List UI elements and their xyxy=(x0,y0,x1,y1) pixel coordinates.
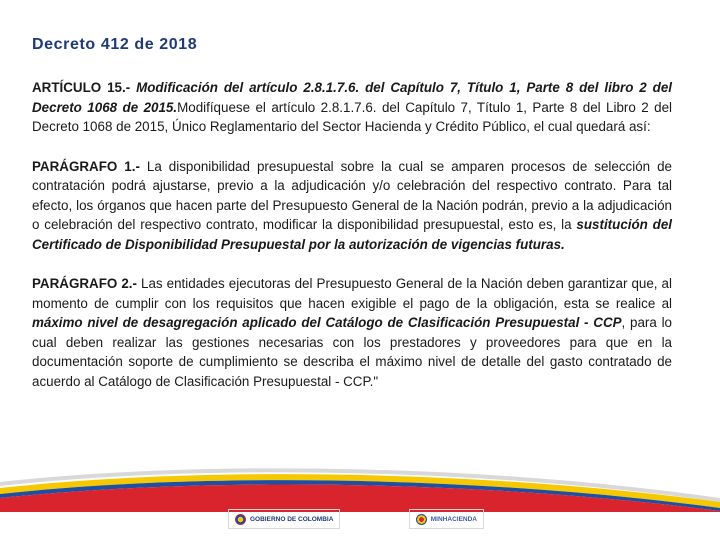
paragrafo-2-text-end: , para lo cual deben realizar las gestiones necesarias con los prestadores y proveedores para que en la documentación soporte de cumplimiento se describa el máximo nivel de detalle del gasto contratado de acuerdo al Catálogo de Clasificación Presupuestal - CCP." xyxy=(32,315,672,389)
minhacienda-logo-text: MINHACIENDA xyxy=(430,515,477,523)
paragrafo-1-label: PARÁGRAFO 1.- xyxy=(32,158,140,174)
footer-stripes xyxy=(0,456,720,512)
paragrafo-2 xyxy=(32,274,672,391)
paragrafo-1 xyxy=(32,157,672,255)
paragrafo-2-text: Las entidades ejecutoras del Presupuesto General de la Nación deben garantizar que, al momento de cumplir con los requisitos que hacen exigible el pago de la obligación, esta se realice al xyxy=(32,276,672,311)
minhacienda-emblem-icon xyxy=(416,514,427,525)
paragrafo-2-label: PARÁGRAFO 2.- xyxy=(32,276,137,291)
page-title: Decreto 412 de 2018 xyxy=(32,36,198,53)
footer-logos xyxy=(228,509,484,529)
paragrafo-2-emphasis: máximo nivel de desagregación aplicado del Catálogo de Clasificación Presupuestal - CCP xyxy=(32,315,622,330)
gobierno-logo xyxy=(228,509,340,529)
article-heading: Modificación del artículo 2.8.1.7.6. del Capítulo 7, Título 1, Parte 8 del libro 2 del Decreto 1068 de 2015. xyxy=(32,80,672,115)
paragrafo-1-text: La disponibilidad presupuestal sobre la cual se amparen procesos de selección de contratación podrá ajustarse, previo a la adjudicación y/o celebración del respectivo contrato. Para tal efecto, los órganos que hacen parte del Presupuesto General de la Nación podrán, previo a la adjudicación o celebración del respectivo contrato, modificar la disponibilidad presupuestal, esto es, la xyxy=(32,158,672,232)
article-body: Modifíquese el artículo 2.8.1.7.6. del Capítulo 7, Título 1, Parte 8 del Libro 2 del Decreto 1068 de 2015, Único Reglamentario del Sector Hacienda y Crédito Público, el cual quedará así: xyxy=(32,99,673,134)
paragrafo-1-emphasis: sustitución del Certificado de Disponibilidad Presupuestal por la autorización de vigencias futuras. xyxy=(32,217,672,252)
document-body xyxy=(32,78,672,411)
article-paragraph xyxy=(32,78,672,137)
coat-of-arms-icon xyxy=(235,514,246,525)
gobierno-logo-text: GOBIERNO DE COLOMBIA xyxy=(250,515,334,523)
article-label: ARTÍCULO 15.- xyxy=(32,80,131,95)
minhacienda-logo xyxy=(409,509,484,529)
